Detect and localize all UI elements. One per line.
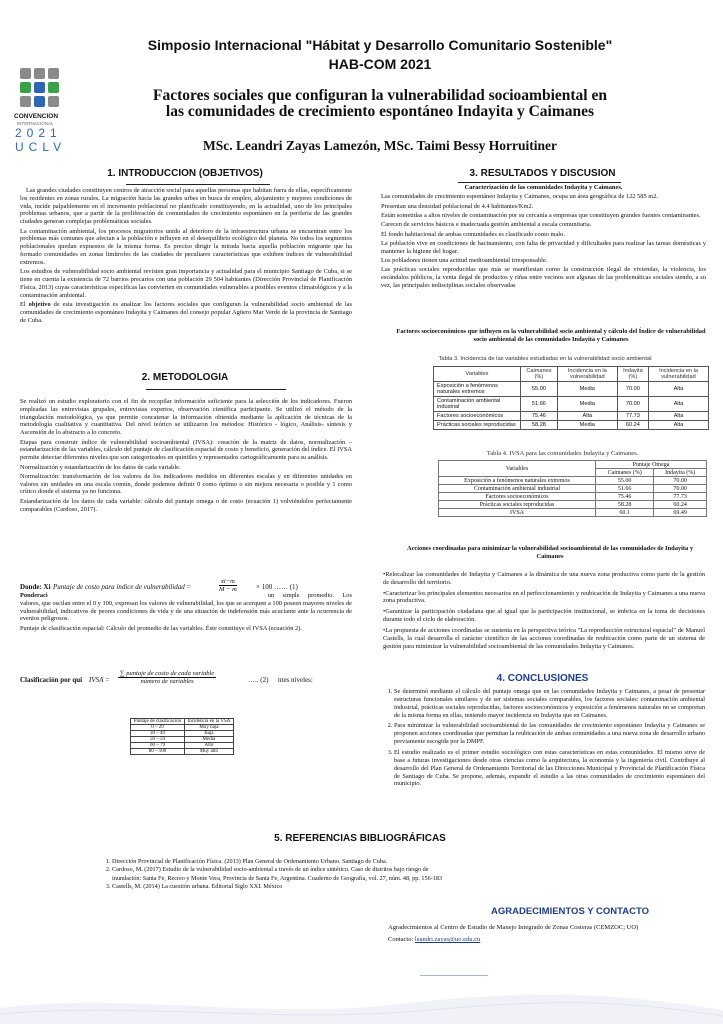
logo-square [48, 82, 59, 93]
results-body [381, 184, 706, 291]
list-item: •Garantizar la participación ciudadana que al igual que la participación institucional, se imbrica en la toma de decisiones durante todo el ciclo de elaboración. [383, 608, 705, 624]
ack-text: Agradecimientos al Centro de Estudio de Manejo Integrado de Zonas Costeras (CEMZOC; UO) [388, 924, 639, 931]
table-cell: 70.00 [654, 485, 707, 493]
method-paragraph: Estandarización de los datos de cada variable: cálculo del puntaje omega o de costo (ecuación 1) volviéndolos perfectamente comparables (Cardoso, 2017). [20, 497, 352, 513]
table-cell: Exposición a fenómenos naturales extremos [434, 382, 521, 397]
divider [420, 975, 488, 976]
list-item: 3. El estudio realizado es el primer estudio sociológico con estas características en estas comunidades. El mismo sirve de base a futuras investigaciones desde otras ciencias como la arquitectura, la economía y la ingeniería civil. Contribuye al desarrollo del Plan General de Ordenamiento Territorial de las Direcciones Municipal y Provincial de Planificación Física de Santiago de Cuba. Se propone, además, expandir el estudio a las otras comunidades de crecimiento espontáneo del municipio. [394, 749, 705, 788]
table-cell: 51.66 [596, 485, 654, 493]
table-cell: Media [557, 397, 617, 412]
table-cell: Alta [649, 397, 709, 412]
equation-1-tail: × 100 …… (1) [256, 583, 298, 591]
table-header: Incidencia en la VSA [184, 719, 233, 725]
table-header: Variables [439, 461, 596, 477]
logo-square [48, 96, 59, 107]
table-cell: Muy baja [184, 725, 233, 731]
table-cell: Media [184, 737, 233, 743]
table-cell: 55.00 [521, 382, 558, 397]
table-cell: Baja [184, 731, 233, 737]
table-cell: Muy alto [184, 749, 233, 755]
table-header: Indayita (%) [654, 469, 707, 477]
logo [14, 66, 76, 156]
equation-1-fraction [219, 578, 237, 593]
table-cell: 69.49 [654, 509, 707, 517]
list-item: 1. Dirección Provincial de Planificación Física. (2013) Plan General de Ordenamiento Urbano. Santiago de Cuba. [112, 858, 458, 866]
intro-underline [126, 184, 270, 185]
table-cell: 30 – 49 [131, 731, 185, 737]
table-cell: 60 – 79 [131, 743, 185, 749]
equation-1-text: Puntaje de costo para índice de vulnerabilidad = [53, 583, 192, 591]
table-cell: 60.1 [596, 509, 654, 517]
table-header: Indayita (%) [617, 367, 648, 382]
contact-label: Contacto: [388, 936, 414, 943]
table-cell: Alta [557, 412, 617, 421]
table-cell: 77.73 [617, 412, 648, 421]
table-cell: Contaminación ambiental industrial [434, 397, 521, 412]
symposium-title: Simposio Internacional "Hábitat y Desarrollo Comunitario Sostenible" [147, 37, 613, 53]
authors: MSc. Leandri Zayas Lamezón, MSc. Taimi Bessy Horruitiner [203, 138, 557, 153]
poster-title-line-2: las comunidades de crecimiento espontáneo Indayita y Caimanes [165, 103, 595, 121]
equation-1-label: Donde: Xi [20, 583, 51, 591]
classification-table [130, 718, 234, 755]
table-cell: Media [557, 382, 617, 397]
list-item: •Caracterizar los principales elementos necesarios en el perfeccionamiento y reubicación de Indayita y Caimanes a una nueva zona productiva. [383, 589, 705, 605]
logo-square [20, 68, 31, 79]
method-body [20, 398, 352, 515]
table-cell: 75.46 [521, 412, 558, 421]
results-line: El fondo habitacional de ambas comunidades es clasificado como malo. [381, 230, 565, 238]
table-header: Incidencia en la vulnerabilidad [649, 367, 709, 382]
table3-caption: Tabla 3. Incidencia de las variables estudiadas en la vulnerabilidad socio ambiental [438, 356, 652, 362]
method-underline [146, 389, 286, 390]
table-cell: Prácticas sociales reproducidas [439, 501, 596, 509]
table-row [131, 749, 234, 755]
list-item: 2. Para minimizar la vulnerabilidad socioambiental de las comunidades de crecimiento espontáneo Indayita y Caimanes se proponen acciones coordinadas que permitan la reubicación de ambas comunidades a una nueva zona de desarrollo urbano previamente escogida por la DMPF. [394, 722, 705, 746]
results-underline [458, 182, 621, 183]
results-subheading-2: Factores socioeconómicos que influyen en la vulnerabilidad socio ambiental y cálculo del Índice de vulnerabilidad socio ambiental de las comunidades Indayita y Caimanes [396, 328, 706, 343]
table-row [439, 509, 707, 517]
list-item: 2. Cardoso, M. (2017) Estudio de la vulnerabilidad socio-ambiental a través de un índice sintético. Caso de distritos bajo riesgo de inundación: Santa Fe, Recreo y Monte Vera, Provincia de Santa Fe, Argentina. Cuaderno de Geografía, vol. 27, núm. 48, pp. 156-183 [112, 866, 458, 883]
table-3 [433, 366, 709, 430]
table-cell: Factores socioeconómicos [434, 412, 521, 421]
table-cell: Alta [649, 382, 709, 397]
equation-2 [20, 670, 352, 692]
results-heading: 3. RESULTADOS Y DISCUSION [469, 168, 616, 179]
table-row [439, 485, 707, 493]
logo-uclv: UCLV [15, 140, 67, 154]
table-4 [438, 460, 707, 517]
logo-sub: INTERNACIONAL [17, 121, 54, 126]
intro-paragraph: Los estudios de vulnerabilidad socio ambiental revisten gran importancia y actualidad para el municipio Santiago de Cuba, si se tiene en cuenta la existencia de 72 barrios precarios con una población 29 504 habitantes (Dirección Provincial de Planificación Física, 2013) cuyas características específicas las convierten en comunidades vulnerables a posibles eventos climatológicos y a la contaminación ambiental. [20, 268, 352, 299]
method-paragraph: Normalización: transformación de los valores de los indicadores medidos en diferentes escalas y en diferentes unidades en valores sin unidades en una escala común, donde podemos definir 0 como óptimo o sin mejora necesaria o posible y 1 como crítico donde el sistema ya no funciona. [20, 472, 352, 496]
table-cell: IVSA [439, 509, 596, 517]
table-header: Caimanes (%) [596, 469, 654, 477]
actions-list [383, 571, 705, 652]
table4-caption: Tabla 4. IVSA para las comunidades Indayita y Caimanes. [486, 450, 639, 457]
table-header: Caimanes (%) [521, 367, 558, 382]
equation-2-numerator: ∑ puntaje de costo de cada variable [120, 670, 215, 677]
table-cell: 80 – 100 [131, 749, 185, 755]
list-item: 3. Castells, M. (2014) La cuestión urbana. Editorial Siglo XXI. México [112, 883, 458, 891]
table-header: Puntaje de clasificación [131, 719, 185, 725]
equation-2-tail: ….. (2) [248, 676, 269, 684]
table-cell: 58.28 [521, 421, 558, 430]
poster-title [80, 88, 680, 121]
bottom-wave-decoration [0, 990, 723, 1024]
equation-2-fraction [118, 670, 216, 685]
intro-paragraph: Las grandes ciudades constituyen centros de atracción social para aquellas personas que habitan fuera de ellas, específicamente los residentes en zonas rurales. La migración hacia las grandes urbes en busca de empleo, alojamiento y mejores condiciones de vida, incide palpablemente en el incremento poblacional no planificado constituyendo, en la actualidad, uno de los principales problemas urbanos, que a partir de la proliferación de comunidades de crecimiento espontáneo en la periferia de las grandes ciudades generan complejas problemáticas sociales. [20, 187, 352, 226]
table-cell: Alta [649, 412, 709, 421]
results-line: Están sometidas a altos niveles de contaminación por su cercanía a empresas que constituyen grandes fuentes contaminantes. [381, 211, 701, 219]
logo-square [48, 68, 59, 79]
poster-title-line-1: Factores sociales que configuran la vulnerabilidad socioambiental en [153, 87, 607, 104]
table-cell: 50 – 59 [131, 737, 185, 743]
table-cell: 77.73 [654, 493, 707, 501]
conclusions-body [380, 688, 705, 791]
method-paragraph: Puntaje de clasificación espacial: Cálculo del promedio de las variables. Éste constituye el IVSA (ecuación 2). [20, 624, 302, 632]
references-body [98, 858, 458, 891]
references-list [98, 858, 458, 891]
table-header-row [439, 461, 707, 469]
equation-1-denominator: M − m [219, 586, 237, 593]
equation-2-label: Clasificación por qui [20, 676, 83, 684]
weighting-label: Ponderaci [20, 592, 48, 599]
conclusions-heading: 4. CONCLUSIONES [496, 673, 589, 684]
conclusions-list [380, 688, 705, 788]
table-cell: 0 – 29 [131, 725, 185, 731]
results-line: Carecen de servicios básicos e inadecuada gestión ambiental a escala comunitaria. [381, 221, 592, 229]
table-row [439, 493, 707, 501]
equation-2-lhs: IVSA = [89, 676, 110, 684]
table-cell: Prácticas sociales reproducidas [434, 421, 521, 430]
table-row [439, 501, 707, 509]
table-row [434, 397, 709, 412]
results-line: Los pobladores tienen una actitud medioambiental irresponsable. [381, 257, 548, 264]
actions-heading: Acciones coordinadas para minimizar la vulnerabilidad socioambiental de las comunidades de Indayita y Caimanes [406, 545, 694, 560]
method-heading: 2. METODOLOGIA [141, 372, 229, 383]
table-cell: 75.46 [596, 493, 654, 501]
event-code: HAB-COM 2021 [328, 56, 432, 72]
table-cell: 60.24 [654, 501, 707, 509]
logo-word: CONVENCION [14, 113, 59, 120]
list-item: 1. Se determinó mediante el cálculo del puntaje omega que en las comunidades Indayita y Caimanes, a pesar de presentar estructuras funcionales similares y de ser sistemas sociales comparables, los factores sociales: contaminación ambiental industrial, prácticas sociales reproducidas, factores socioeconómicos y exposición a fenómenos naturales no se comportan de la misma forma en ellas, teniendo mayor incidencia en Indayita que en Caimanes. [394, 688, 705, 719]
table-cell: 60.24 [617, 421, 648, 430]
list-item: •La propuesta de acciones coordinadas se sustenta en la perspectiva teórica "La reproducción estructural espacial" de Manuel Castells, la cual desarrolla el carácter científico de las acciones coordinadas de reubicación como parte de un sistema de gestión para minimizar la vulnerabilidad socioambiental de las comunidades Indayita y Caimanes. [383, 626, 705, 650]
logo-square [20, 82, 31, 93]
results-line: La población vive en condiciones de hacinamiento, con falta de privacidad y dificultades para realizar las tareas domésticas y mantener la higiene del hogar. [381, 239, 706, 255]
table-row [434, 421, 709, 430]
intro-paragraph: El objetivo de esta investigación es analizar los factores sociales que configuran la vulnerabilidad socio ambiental de las comunidades de crecimiento espontáneo Indayita y Caimanes del consejo popular Agüero Mar Verde de la provincia de Santiago de Cuba. [20, 300, 352, 324]
table-row [439, 477, 707, 485]
ack-heading: AGRADECIMIENTOS Y CONTACTO [491, 906, 649, 917]
results-line: Las prácticas sociales reproducidas que más se manifiestan como la construcción ilegal de viviendas, la violencia, los escándalos públicos, la venta ilegal de productos y riñas entre vecinos son algunas de las problemáticas sociales siendo, a su vez, las principales indisciplinas sociales observadas [381, 266, 706, 289]
table-cell: Factores socioeconómicos [439, 493, 596, 501]
table-cell: 70.00 [617, 382, 648, 397]
results-subheading: Caracterización de las comunidades Indayita y Caimanes. [464, 184, 623, 191]
results-line: Presentan una densidad poblacional de 4.4 habitantes/Km2. [381, 202, 534, 210]
table-cell: Contaminación ambiental industrial [439, 485, 596, 493]
table-header: Puntaje Omega [596, 461, 707, 469]
results-line: Las comunidades de crecimiento espontáneo Indayita y Caimanes, ocupa un área geográfica de 122 585 m2. [381, 193, 659, 201]
table-cell: 55.00 [596, 477, 654, 485]
references-heading: 5. REFERENCIAS BIBLIOGRÁFICAS [274, 833, 446, 844]
table-header: Variables [434, 367, 521, 382]
intro-heading: 1. INTRODUCCION (OBJETIVOS) [107, 168, 263, 179]
table-header-row [434, 367, 709, 382]
list-item: •Relocalizar las comunidades de Indayita y Caimanes a la dinámica de una nueva zona productiva como parte de la gestión de desarrollo del territorio. [383, 571, 705, 586]
method-paragraph: Etapas para construir índice de vulnerabilidad socioambiental (IVSA): creación de la matriz de datos, normalización – estandarización de las variables, cálculo del puntaje de clasificación espacial de costo y beneficio, generación del índice. El IVSA permite detectar diferentes niveles que son categorizados en quintiles y representados cartográficamente para su análisis. [20, 438, 352, 462]
table-cell: Exposición a fenómenos naturales extremos [439, 477, 596, 485]
table-cell: Alto [184, 743, 233, 749]
method-paragraph: Normalización y estandarización de los datos de cada variable. [20, 463, 181, 471]
weighting-text: un simple promedio. Los valores, que oscilan entre el 0 y 100, expresan los valores de vulnerabilidad, los que se acerquen a 100 poseen mayores niveles de vulnerabilidad, indicativos de peores condiciones de vida y de una situación de indefensión más acuciante ante la ocurrencia de eventos peligrosos. [20, 592, 352, 623]
table-cell: Media [557, 421, 617, 430]
intro-body [20, 187, 352, 326]
logo-square [34, 96, 45, 107]
table-row [434, 412, 709, 421]
table-cell: 58.28 [596, 501, 654, 509]
table-row [434, 382, 709, 397]
contact-email-link[interactable]: leandri.zayas@uo.edu.cu [414, 936, 481, 943]
table-header: Incidencia en la vulnerabilidad [557, 367, 617, 382]
logo-square [20, 96, 31, 107]
equation-2-denominator: número de variables [140, 678, 194, 685]
logo-square [34, 68, 45, 79]
table-cell: 70.00 [654, 477, 707, 485]
method-weighting [20, 592, 352, 634]
intro-paragraph: La contaminación ambiental, los procesos migratorios unido al deterioro de la infraestructura urbana se encuentran entre los problemas más comunes que afectan a la población e influyen en el desequilibrio ecológico del planeta. No todos los segmentos poblacionales quedan expuestos de la misma forma. Es preciso dirigir la mirada hacia aquella población migrante que ha formado comunidades en zonas limítrofes de las ciudades de peculiares características que exhiben índices de vulnerabilidad extremos. [20, 227, 352, 266]
method-paragraph: Se realizó un estudio exploratorio con el fin de recopilar información suficiente para la selección de los indicadores. Fueron empleadas las entrevistas grupales, entrevistas expertos, observación científica participante. Se utilizó el método de la triangulación metodológica, ya que permite concatenar la información obtenida mediante la aplicación de técnicas de la metodología cualitativa y cuantitativa. Del nivel teórico se utilizaron los métodos: Histórico - lógico, Análisis- síntesis y Ascensión de lo abstracto a lo concreto. [20, 398, 352, 437]
table-cell: 51.66 [521, 397, 558, 412]
logo-square [34, 82, 45, 93]
logo-year: 2021 [15, 126, 62, 140]
equation-2-after: ntes niveles: [278, 676, 313, 684]
ack-contact [388, 936, 713, 943]
equation-1-numerator: xi−m [221, 578, 235, 585]
table-cell: 70.00 [617, 397, 648, 412]
table-cell: Alta [649, 421, 709, 430]
